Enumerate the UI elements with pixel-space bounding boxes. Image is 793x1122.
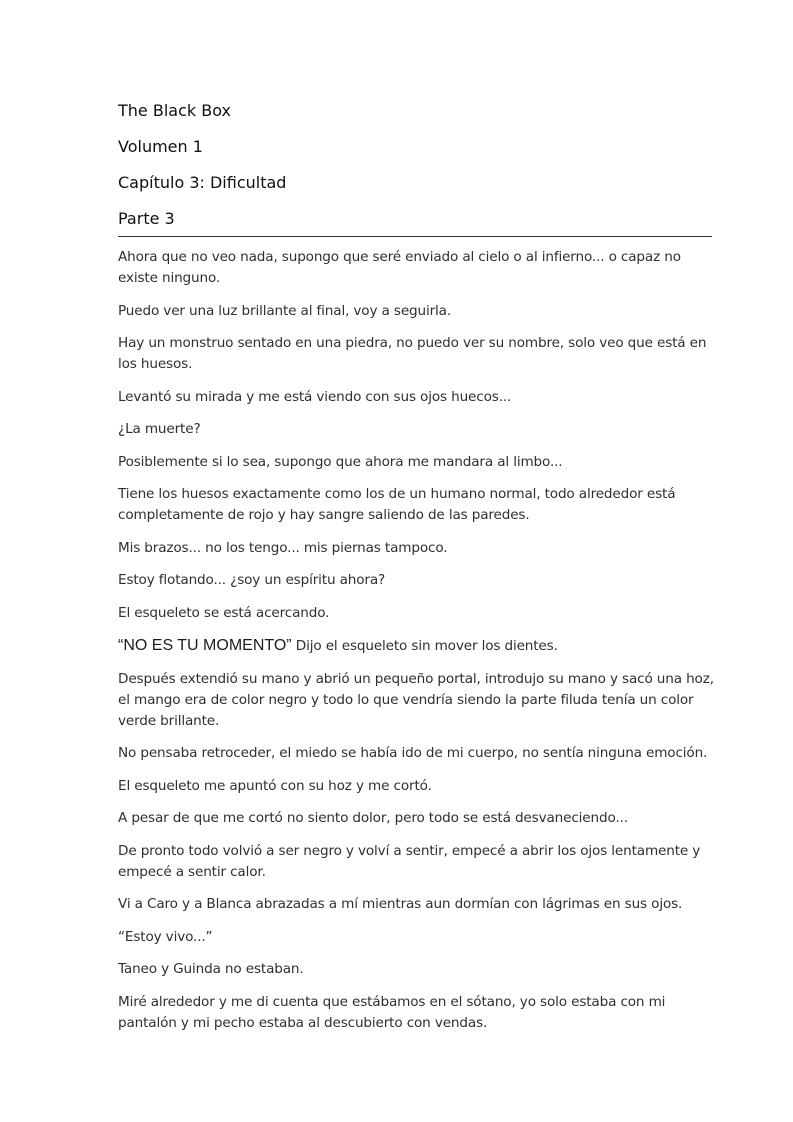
story-body — [118, 247, 714, 1034]
paragraph: De pronto todo volvió a ser negro y volví a sentir, empecé a abrir los ojos lentamente y empecé a sentir calor. — [118, 842, 701, 880]
paragraph: Vi a Caro y a Blanca abrazadas a mí mientras aun dormían con lágrimas en sus ojos. — [118, 896, 683, 912]
paragraph: Estoy flotando... ¿soy un espíritu ahora? — [118, 572, 386, 588]
paragraph: El esqueleto me apuntó con su hoz y me cortó. — [118, 777, 432, 794]
paragraph: Taneo y Guinda no estaban. — [118, 961, 304, 977]
paragraph: Miré alrededor y me di cuenta que estábamos en el sótano, yo solo estaba con mi pantalón y mi pecho estaba al descubierto con vendas. — [118, 993, 666, 1031]
paragraph: Después extendió su mano y abrió un pequeño portal, introdujo su mano y sacó una hoz, el mango era de color negro y todo lo que vendría siendo la parte filuda tenía un color verde brillante. — [118, 670, 714, 729]
paragraph: Posiblemente si lo sea, supongo que ahora me mandara al limbo... — [118, 453, 563, 470]
paragraph: No pensaba retroceder, el miedo se había ido de mi cuerpo, no sentía ninguna emoción. — [118, 745, 708, 761]
dialogue-narration: Dijo el esqueleto sin mover los dientes. — [291, 638, 558, 654]
volume-heading: Volumen 1 — [118, 137, 203, 156]
paragraph: Puedo ver una luz brillante al final, voy a seguirla. — [118, 302, 452, 319]
dialogue-paragraph — [118, 635, 714, 657]
paragraph: Mis brazos... no los tengo... mis piernas tampoco. — [118, 539, 448, 556]
part-heading: Parte 3 — [118, 209, 175, 228]
paragraph: ¿La muerte? — [118, 421, 201, 437]
chapter-heading: Capítulo 3: Dificultad — [118, 173, 287, 192]
paragraph: A pesar de que me cortó no siento dolor, pero todo se está desvaneciendo... — [118, 810, 628, 826]
paragraph: Levantó su mirada y me está viendo con sus ojos huecos... — [118, 388, 512, 405]
paragraph: “Estoy vivo...” — [118, 928, 213, 945]
paragraph: El esqueleto se está acercando. — [118, 604, 330, 621]
paragraph: Ahora que no veo nada, supongo que seré enviado al cielo o al infierno... o capaz no existe ninguno. — [118, 249, 681, 286]
skeleton-speech: “NO ES TU MOMENTO” — [118, 637, 292, 654]
paragraph: Hay un monstruo sentado en una piedra, no puedo ver su nombre, solo veo que está en los huesos. — [118, 335, 707, 372]
heading-divider — [118, 236, 712, 237]
paragraph: Tiene los huesos exactamente como los de un humano normal, todo alrededor está completamente de rojo y hay sangre saliendo de las paredes. — [118, 486, 676, 523]
document-page — [118, 96, 714, 1045]
document-title: The Black Box — [118, 101, 231, 120]
